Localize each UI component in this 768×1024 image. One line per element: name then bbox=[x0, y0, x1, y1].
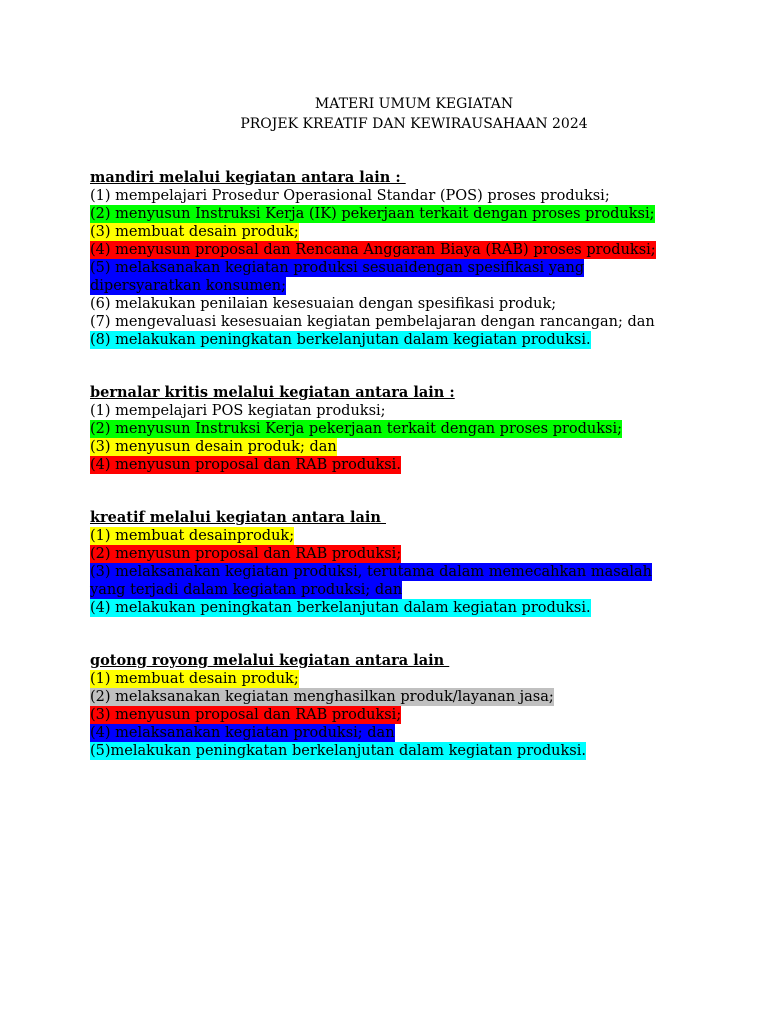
list-item bbox=[90, 456, 660, 474]
list-item bbox=[90, 259, 660, 295]
section-heading: kreatif melalui kegiatan antara lain bbox=[90, 509, 386, 526]
list-item bbox=[90, 331, 660, 349]
list-item bbox=[90, 706, 660, 724]
list-item-text: (4) melaksanakan kegiatan produksi; dan bbox=[90, 725, 395, 741]
list-item bbox=[90, 295, 660, 313]
list-item-text: (5) melaksanakan kegiatan produksi sesuaidengan spesifikasi yang bbox=[90, 260, 585, 276]
section-1 bbox=[90, 168, 728, 349]
item-list bbox=[90, 402, 660, 474]
item-list bbox=[90, 527, 660, 617]
list-item-text: (1) membuat desainproduk; bbox=[90, 528, 295, 544]
list-item-text: (1) membuat desain produk; bbox=[90, 671, 299, 687]
list-item-text: (1) mempelajari Prosedur Operasional Standar (POS) proses produksi; bbox=[90, 188, 610, 204]
list-item-text: dipersyaratkan konsumen; bbox=[90, 278, 286, 294]
list-item-text: (2) melaksanakan kegiatan menghasilkan produk/layanan jasa; bbox=[90, 689, 554, 705]
list-item-text: (2) menyusun Instruksi Kerja (IK) pekerjaan terkait dengan proses produksi; bbox=[90, 206, 655, 222]
list-item-text: (5)melakukan peningkatan berkelanjutan dalam kegiatan produksi. bbox=[90, 743, 586, 759]
list-item-text: (8) melakukan peningkatan berkelanjutan dalam kegiatan produksi. bbox=[90, 332, 591, 348]
list-item bbox=[90, 205, 660, 223]
document-title-line-1: MATERI UMUM KEGIATAN bbox=[314, 96, 514, 112]
list-item-text: (6) melakukan penilaian kesesuaian dengan spesifikasi produk; bbox=[90, 296, 557, 312]
list-item bbox=[90, 313, 660, 331]
list-item bbox=[90, 545, 660, 563]
list-item-text: (3) membuat desain produk; bbox=[90, 224, 299, 240]
list-item bbox=[90, 420, 660, 438]
section-heading: gotong royong melalui kegiatan antara lain bbox=[90, 652, 450, 669]
list-item bbox=[90, 688, 660, 706]
list-item bbox=[90, 527, 660, 545]
list-item bbox=[90, 223, 660, 241]
section-3 bbox=[90, 508, 728, 617]
item-list bbox=[90, 187, 660, 349]
list-item bbox=[90, 724, 660, 742]
list-item-text: (4) menyusun proposal dan RAB produksi. bbox=[90, 457, 401, 473]
list-item bbox=[90, 187, 660, 205]
item-list bbox=[90, 670, 660, 760]
list-item bbox=[90, 742, 660, 760]
list-item-text: (7) mengevaluasi kesesuaian kegiatan pembelajaran dengan rancangan; dan bbox=[90, 314, 655, 330]
sections-container bbox=[90, 168, 728, 760]
list-item-text: (3) melaksanakan kegiatan produksi, terutama dalam memecahkan masalah bbox=[90, 564, 652, 580]
list-item bbox=[90, 670, 660, 688]
list-item bbox=[90, 599, 660, 617]
section-2 bbox=[90, 383, 728, 474]
list-item bbox=[90, 402, 660, 420]
section-4 bbox=[90, 651, 728, 760]
list-item-text: (4) melakukan peningkatan berkelanjutan dalam kegiatan produksi. bbox=[90, 600, 591, 616]
list-item-text: (3) menyusun proposal dan RAB produksi; bbox=[90, 707, 402, 723]
list-item bbox=[90, 241, 660, 259]
list-item bbox=[90, 438, 660, 456]
section-heading: mandiri melalui kegiatan antara lain : bbox=[90, 169, 406, 186]
document-title-line-2: PROJEK KREATIF DAN KEWIRAUSAHAAN 2024 bbox=[240, 116, 588, 132]
list-item bbox=[90, 563, 660, 599]
list-item-text: (1) mempelajari POS kegiatan produksi; bbox=[90, 403, 386, 419]
list-item-text: (4) menyusun proposal dan Rencana Anggaran Biaya (RAB) proses produksi; bbox=[90, 242, 656, 258]
list-item-text: yang terjadi dalam kegiatan produksi; dan bbox=[90, 582, 403, 598]
list-item-text: (3) menyusun desain produk; dan bbox=[90, 439, 337, 455]
section-heading: bernalar kritis melalui kegiatan antara lain : bbox=[90, 384, 455, 401]
list-item-text: (2) menyusun Instruksi Kerja pekerjaan terkait dengan proses produksi; bbox=[90, 421, 623, 437]
list-item-text: (2) menyusun proposal dan RAB produksi; bbox=[90, 546, 402, 562]
